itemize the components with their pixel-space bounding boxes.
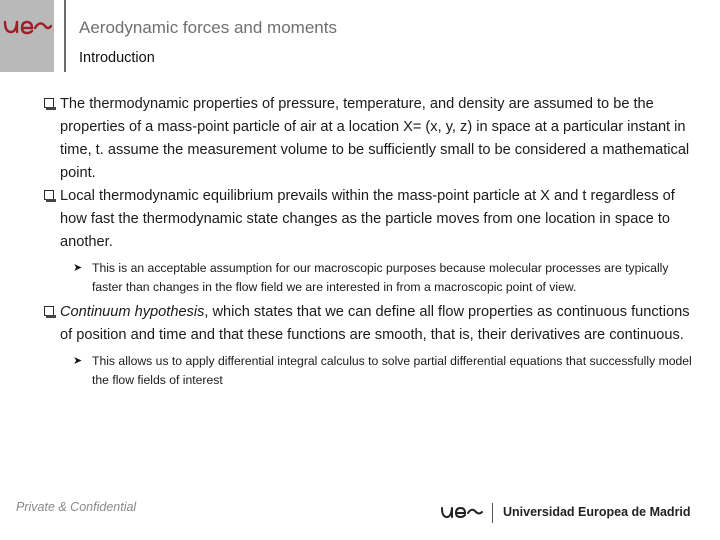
university-name: Universidad Europea de Madrid bbox=[503, 505, 691, 519]
arrow-bullet-icon: ➤ bbox=[73, 355, 83, 367]
bullet-italic-lead: Continuum hypothesis bbox=[60, 304, 205, 320]
checkbox-bullet-icon bbox=[44, 306, 54, 316]
bullet-item bbox=[44, 301, 699, 347]
confidential-label: Private & Confidential bbox=[16, 500, 137, 514]
sub-bullet-item bbox=[44, 259, 699, 297]
page-title: Aerodynamic forces and moments bbox=[79, 18, 337, 37]
footer-brand bbox=[440, 503, 700, 525]
checkbox-bullet-icon bbox=[44, 190, 54, 200]
bullet-item bbox=[44, 185, 699, 254]
bullet-text: Local thermodynamic equilibrium prevails within the mass-point particle at X and t regardless of how fast the thermodynamic state changes as the particle moves from one location in space to another. bbox=[60, 188, 675, 250]
bullet-item bbox=[44, 93, 699, 185]
footer-divider bbox=[492, 503, 493, 523]
sub-bullet-text: This is an acceptable assumption for our macroscopic purposes because molecular processes are typically faster than changes in the flow field we are interested in from a macroscopic point of view. bbox=[92, 261, 669, 294]
sub-bullet-item bbox=[44, 352, 699, 390]
bullet-text: The thermodynamic properties of pressure, temperature, and density are assumed to be the properties of a mass-point particle of air at a location X= (x, y, z) in space at a particular instant in time, t. assume the measurement volume to be sufficiently small to be considered a mathematical point. bbox=[60, 96, 690, 181]
header-divider bbox=[64, 0, 66, 72]
header-logo-block bbox=[0, 0, 54, 72]
page-subtitle: Introduction bbox=[79, 50, 155, 66]
sub-bullet-text: This allows us to apply differential integral calculus to solve partial differential equations that successfully model the flow fields of interest bbox=[92, 354, 692, 387]
slide-content bbox=[44, 93, 699, 394]
arrow-bullet-icon: ➤ bbox=[73, 262, 83, 274]
bullet-text: , which states that we can define all flow properties as continuous functions of position and time and that these functions are smooth, that is, their derivatives are continuous. bbox=[60, 304, 690, 343]
ue-logo-icon bbox=[2, 14, 52, 42]
checkbox-bullet-icon bbox=[44, 98, 54, 108]
ue-footer-logo-icon bbox=[440, 505, 486, 521]
